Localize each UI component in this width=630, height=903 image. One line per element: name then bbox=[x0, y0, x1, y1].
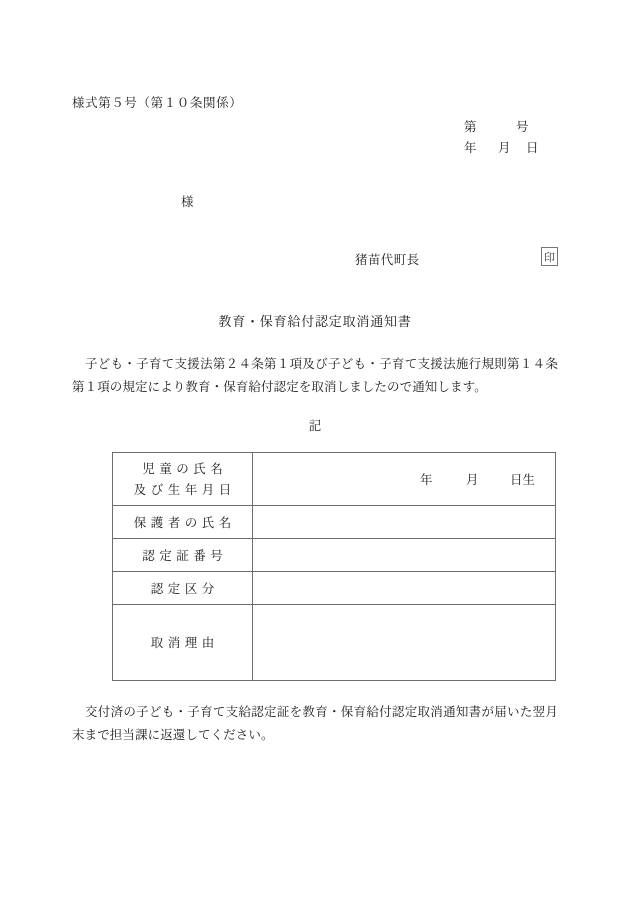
table-row bbox=[113, 572, 556, 605]
document-title: 教育・保育給付認定取消通知書 bbox=[218, 315, 412, 330]
table-value-guardian-name[interactable] bbox=[253, 506, 556, 539]
table-label-cancellation-reason bbox=[113, 605, 253, 681]
body-paragraph: 子ども・子育て支援法第２４条第１項及び子ども・子育て支援法施行規則第１４条第１項の規定により教育・保育給付認定を取消しましたので通知します。 bbox=[72, 356, 558, 394]
table-label-line-1: 認定区分 bbox=[150, 580, 219, 596]
table-value-cancellation-reason[interactable] bbox=[253, 605, 556, 681]
table-label-line-1: 保護者の氏名 bbox=[133, 514, 236, 530]
ki-mark: 記 bbox=[308, 418, 322, 433]
form-number: 様式第５号（第１０条関係） bbox=[72, 95, 243, 110]
table-row bbox=[113, 453, 556, 506]
table-value-certification-category[interactable] bbox=[253, 572, 556, 605]
table-label-certification-category bbox=[113, 572, 253, 605]
document-date-line bbox=[464, 137, 556, 158]
issuer-name: 猪苗代町長 bbox=[355, 252, 420, 267]
date-month-label: 月 bbox=[498, 140, 511, 155]
birth-day-label: 日生 bbox=[509, 472, 535, 487]
table-label-line-1: 認定証番号 bbox=[142, 547, 228, 563]
table-label-certificate-number bbox=[113, 539, 253, 572]
date-day-label: 日 bbox=[526, 140, 539, 155]
document-number-line bbox=[464, 116, 556, 137]
issuer-block bbox=[355, 250, 558, 268]
table-value-certificate-number[interactable] bbox=[253, 539, 556, 572]
birth-year-label: 年 bbox=[419, 472, 433, 487]
date-year-label: 年 bbox=[464, 140, 477, 155]
document-number-label: 第 bbox=[464, 119, 477, 134]
table-row bbox=[113, 506, 556, 539]
table-label-child-name-birthdate bbox=[113, 453, 253, 506]
document-number-unit: 号 bbox=[516, 119, 529, 134]
table-label-line-1: 児童の氏名 bbox=[142, 461, 228, 476]
footer-note: 交付済の子ども・子育て支給認定証を教育・保育給付認定取消通知書が届いた翌月末まで担当課に返還してください。 bbox=[72, 704, 558, 742]
seal-stamp-box: 印 bbox=[541, 247, 558, 266]
table-label-line-1: 取消理由 bbox=[150, 635, 219, 650]
table-row bbox=[113, 539, 556, 572]
table-value-child-name-birthdate[interactable] bbox=[253, 453, 556, 506]
birthdate-line bbox=[265, 470, 543, 488]
table-label-guardian-name bbox=[113, 506, 253, 539]
birth-month-label: 月 bbox=[465, 472, 479, 487]
table-label-line-2: 及び生年月日 bbox=[133, 482, 236, 497]
information-table bbox=[112, 452, 556, 681]
table-row bbox=[113, 605, 556, 681]
addressee-honorific: 様 bbox=[181, 194, 194, 209]
document-meta bbox=[464, 116, 556, 158]
